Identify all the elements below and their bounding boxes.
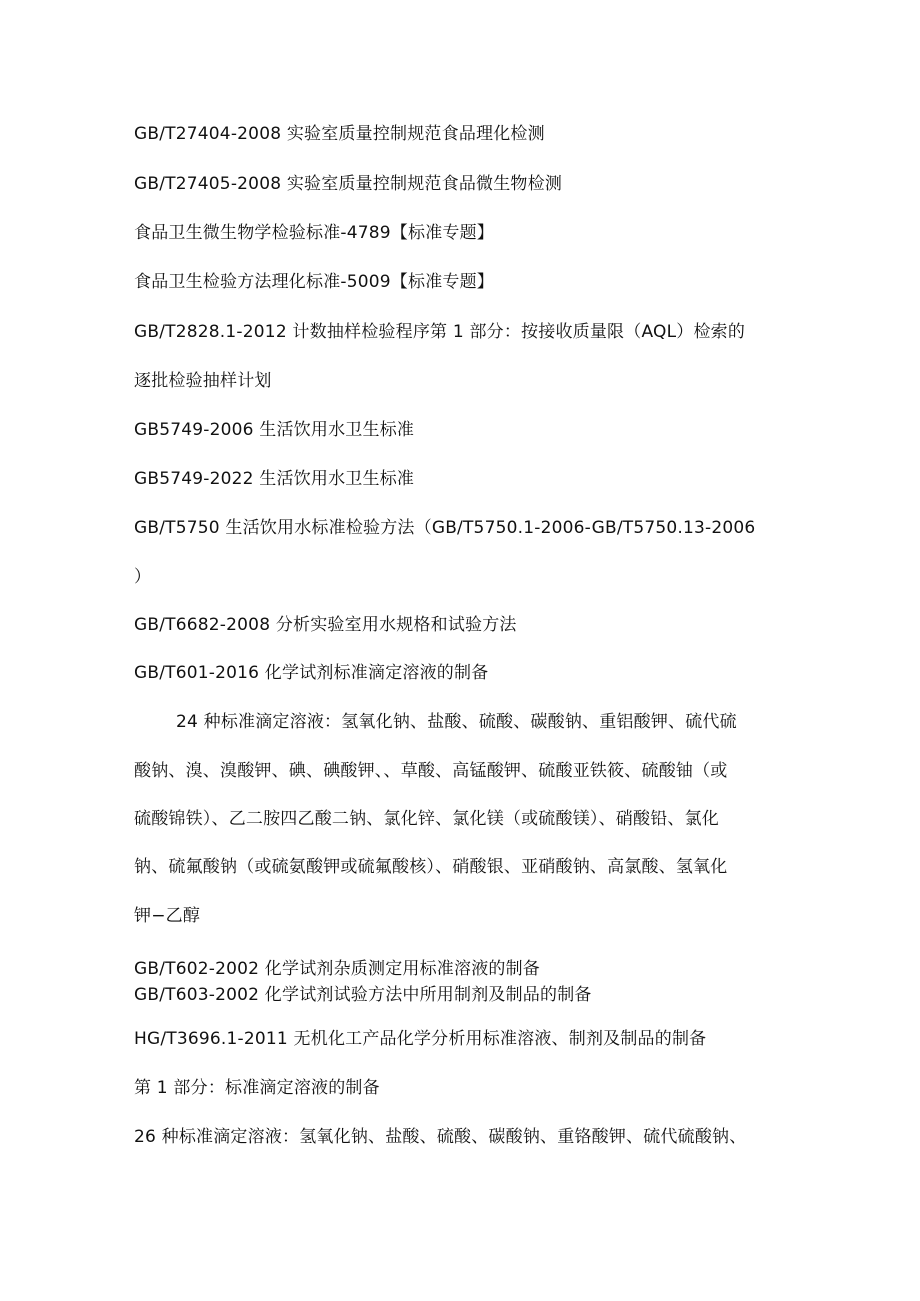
standard-line-4789: 食品卫生微生物学检验标准-4789【标准专题】 [134,223,494,243]
solution-list-26-line: 26 种标准滴定溶液：氢氧化钠、盐酸、硫酸、碳酸钠、重铬酸钾、硫代硫酸钠、 [134,1127,747,1147]
standard-line-gbt27405: GB/T27405-2008 实验室质量控制规范食品微生物检测 [134,174,563,194]
standard-line-gb5749-2006: GB5749-2006 生活饮用水卫生标准 [134,420,415,440]
standard-line-gbt5750-close: ） [134,567,152,587]
standard-line-gb5749-2022: GB5749-2022 生活饮用水卫生标准 [134,469,415,489]
solution-list-line-5: 钾−乙醇 [134,906,201,926]
solution-list-line-1: 24 种标准滴定溶液：氢氧化钠、盐酸、硫酸、碳酸钠、重铝酸钾、硫代硫 [176,712,737,732]
standard-line-gbt603: GB/T603-2002 化学试剂试验方法中所用制剂及制品的制备 [134,985,592,1005]
solution-list-line-4: 钠、硫氟酸钠（或硫氨酸钾或硫氟酸核）、硝酸银、亚硝酸钠、高氯酸、氢氧化 [134,857,728,877]
standard-line-gbt601: GB/T601-2016 化学试剂标准滴定溶液的制备 [134,663,489,683]
solution-list-line-3: 硫酸锦铁）、乙二胺四乙酸二钠、氯化锌、氯化镁（或硫酸镁）、硝酸铅、氯化 [134,809,719,829]
standard-line-part1: 第 1 部分：标准滴定溶液的制备 [134,1078,380,1098]
standard-line-hgt3696: HG/T3696.1-2011 无机化工产品化学分析用标准溶液、制剂及制品的制备 [134,1029,707,1049]
standard-line-5009: 食品卫生检验方法理化标准-5009【标准专题】 [134,272,494,292]
solution-list-line-2: 酸钠、溴、溴酸钾、碘、碘酸钾、、草酸、高锰酸钾、硫酸亚铁筱、硫酸铀（或 [134,761,728,781]
standard-line-gbt27404: GB/T27404-2008 实验室质量控制规范食品理化检测 [134,124,545,144]
standard-line-gbt5750: GB/T5750 生活饮用水标准检验方法（GB/T5750.1-2006-GB∕T5750.13-2006 [134,518,756,538]
standard-line-gbt6682: GB/T6682-2008 分析实验室用水规格和试验方法 [134,615,517,635]
standard-line-gbt2828-part2: 逐批检验抽样计划 [134,371,272,391]
standard-line-gbt602: GB/T602-2002 化学试剂杂质测定用标准溶液的制备 [134,959,540,979]
standard-line-gbt2828-part1: GB/T2828.1-2012 计数抽样检验程序第 1 部分：按接收质量限（AQL）检索的 [134,322,746,342]
